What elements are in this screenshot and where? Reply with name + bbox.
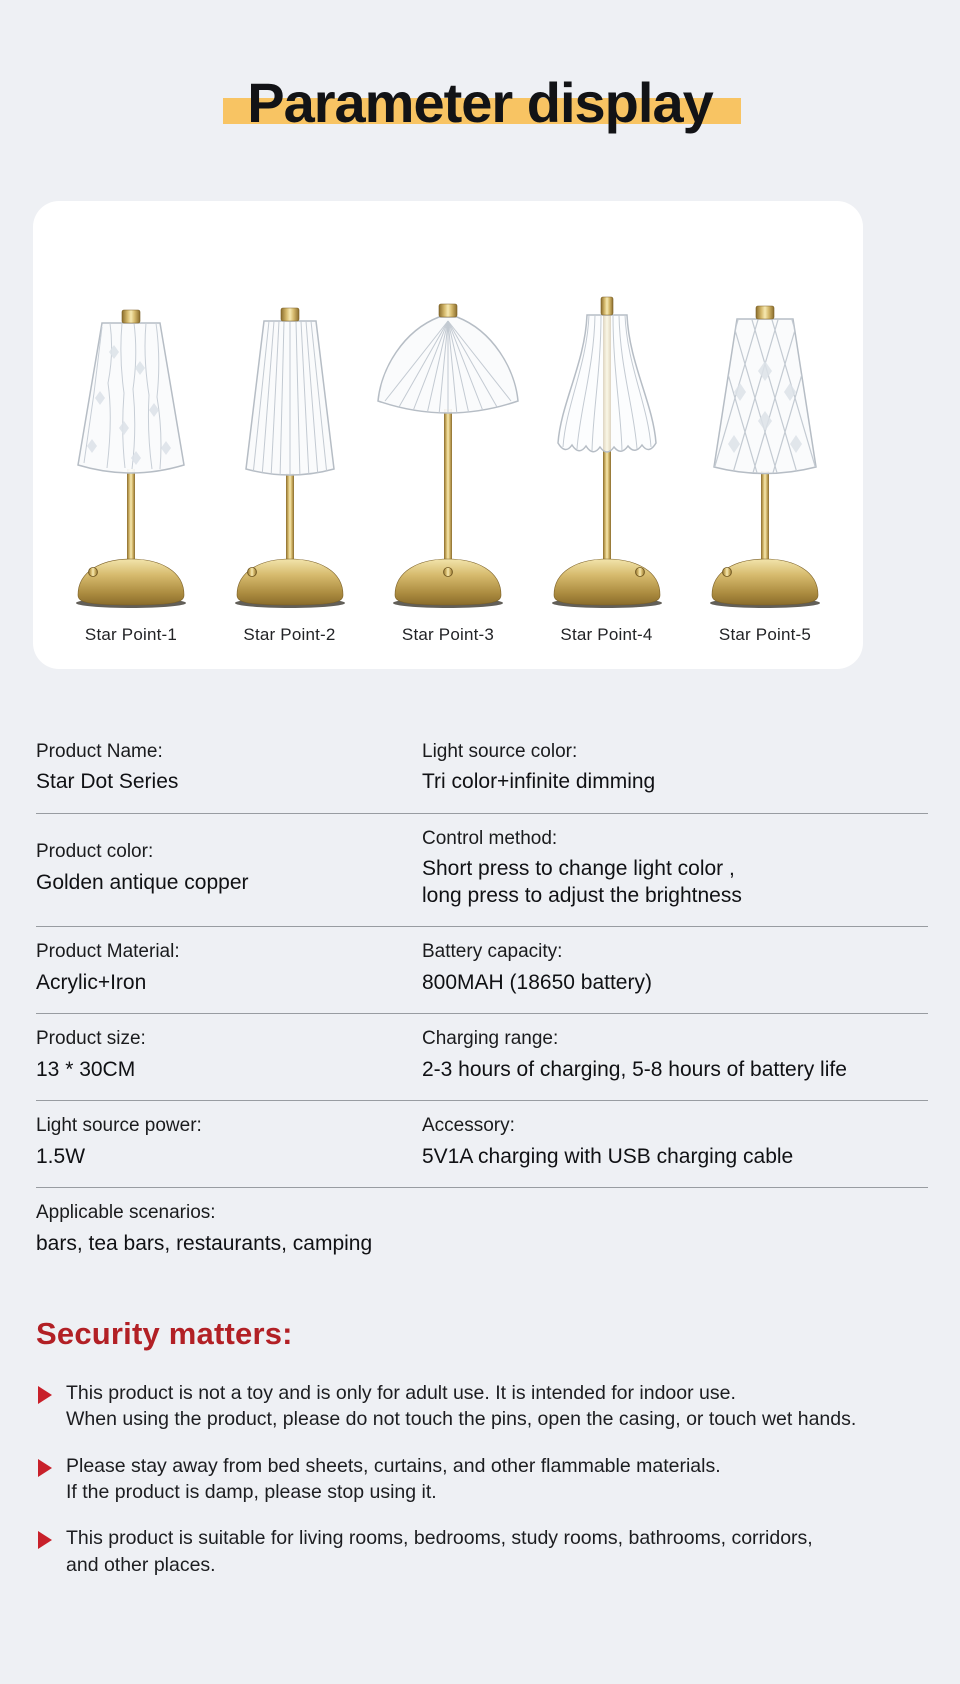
spec-label: Product color: — [36, 840, 154, 862]
lamp-star-point-4 — [531, 283, 683, 645]
lamp-label: Star Point-2 — [243, 624, 336, 644]
spec-product-size — [36, 1027, 422, 1083]
bullet-arrow-icon — [38, 1531, 52, 1549]
lamp-star-point-2 — [214, 283, 366, 645]
spec-row-4 — [36, 1014, 928, 1101]
spec-value: Short press to change light color , long press to adjust the brightness — [422, 857, 742, 907]
spec-label: Battery capacity: — [422, 940, 563, 962]
lamp-star-point-3 — [372, 283, 524, 645]
lamp-illustration-pleated-cone — [215, 283, 365, 613]
spec-row-2 — [36, 814, 928, 927]
spec-label: Applicable scenarios: — [36, 1201, 216, 1223]
spec-value: Tri color+infinite dimming — [422, 770, 656, 794]
spec-label: Charging range: — [422, 1027, 559, 1049]
spec-value: 800MAH (18650 battery) — [422, 970, 652, 994]
spec-product-color — [36, 827, 422, 909]
spec-value: bars, tea bars, restaurants, camping — [36, 1231, 373, 1255]
spec-value: 2-3 hours of charging, 5-8 hours of battery life — [422, 1057, 847, 1081]
spec-value: 13 * 30CM — [36, 1057, 136, 1081]
security-bullet-3 — [36, 1527, 920, 1580]
spec-product-material — [36, 940, 422, 996]
spec-applicable-scenarios — [36, 1201, 928, 1257]
spec-label: Product Material: — [36, 940, 180, 962]
bullet-text: Please stay away from bed sheets, curtains, and other flammable materials. If the product is damp, please stop using it. — [66, 1454, 721, 1504]
spec-row-1 — [36, 727, 928, 814]
parameter-table — [36, 727, 928, 1274]
spec-value: Star Dot Series — [36, 770, 179, 794]
spec-charging-range — [422, 1027, 928, 1083]
bullet-arrow-icon — [38, 1459, 52, 1477]
spec-accessory — [422, 1114, 928, 1170]
lamp-illustration-crystal-taper — [56, 283, 206, 613]
spec-label: Control method: — [422, 827, 558, 849]
product-showcase-card — [33, 201, 863, 669]
header — [0, 0, 960, 171]
spec-light-source-power — [36, 1114, 422, 1170]
lamp-star-point-1 — [55, 283, 207, 645]
spec-value: 1.5W — [36, 1144, 86, 1168]
spec-value: 5V1A charging with USB charging cable — [422, 1144, 794, 1168]
bullet-text: This product is suitable for living rooms, bedrooms, study rooms, bathrooms, corridors, and other places. — [66, 1527, 813, 1576]
bullet-arrow-icon — [38, 1386, 52, 1404]
lamp-illustration-scalloped-bell — [532, 283, 682, 613]
spec-row-3 — [36, 927, 928, 1014]
lamp-label: Star Point-1 — [84, 624, 178, 644]
spec-light-source-color — [422, 740, 928, 796]
spec-product-name — [36, 740, 422, 796]
lamp-illustration-diamond-lattice — [690, 283, 840, 613]
security-heading: Security matters: — [36, 1315, 293, 1351]
lamp-label: Star Point-5 — [718, 624, 812, 644]
lamp-star-point-5 — [689, 283, 841, 645]
spec-control-method — [422, 827, 928, 909]
spec-label: Product Name: — [36, 740, 163, 762]
spec-row-5 — [36, 1101, 928, 1188]
spec-value: Acrylic+Iron — [36, 970, 147, 994]
spec-value: Golden antique copper — [36, 870, 249, 894]
bullet-text: This product is not a toy and is only for adult use. It is intended for indoor use. When using the product, please do not touch the pins, open the casing, or touch wet hands. — [66, 1381, 857, 1431]
spec-label: Light source power: — [36, 1114, 202, 1136]
lamp-label: Star Point-4 — [560, 624, 653, 644]
security-section — [36, 1316, 920, 1580]
spec-row-6 — [36, 1188, 928, 1274]
spec-battery-capacity — [422, 940, 928, 996]
spec-label: Accessory: — [422, 1114, 515, 1136]
lamp-label: Star Point-3 — [401, 624, 495, 644]
spec-label: Product size: — [36, 1027, 146, 1049]
spec-label: Light source color: — [422, 740, 578, 762]
lamp-illustration-flared-dome — [373, 283, 523, 613]
security-bullet-2 — [36, 1455, 920, 1508]
page-title: Parameter display — [243, 72, 716, 134]
security-bullet-1 — [36, 1382, 920, 1435]
